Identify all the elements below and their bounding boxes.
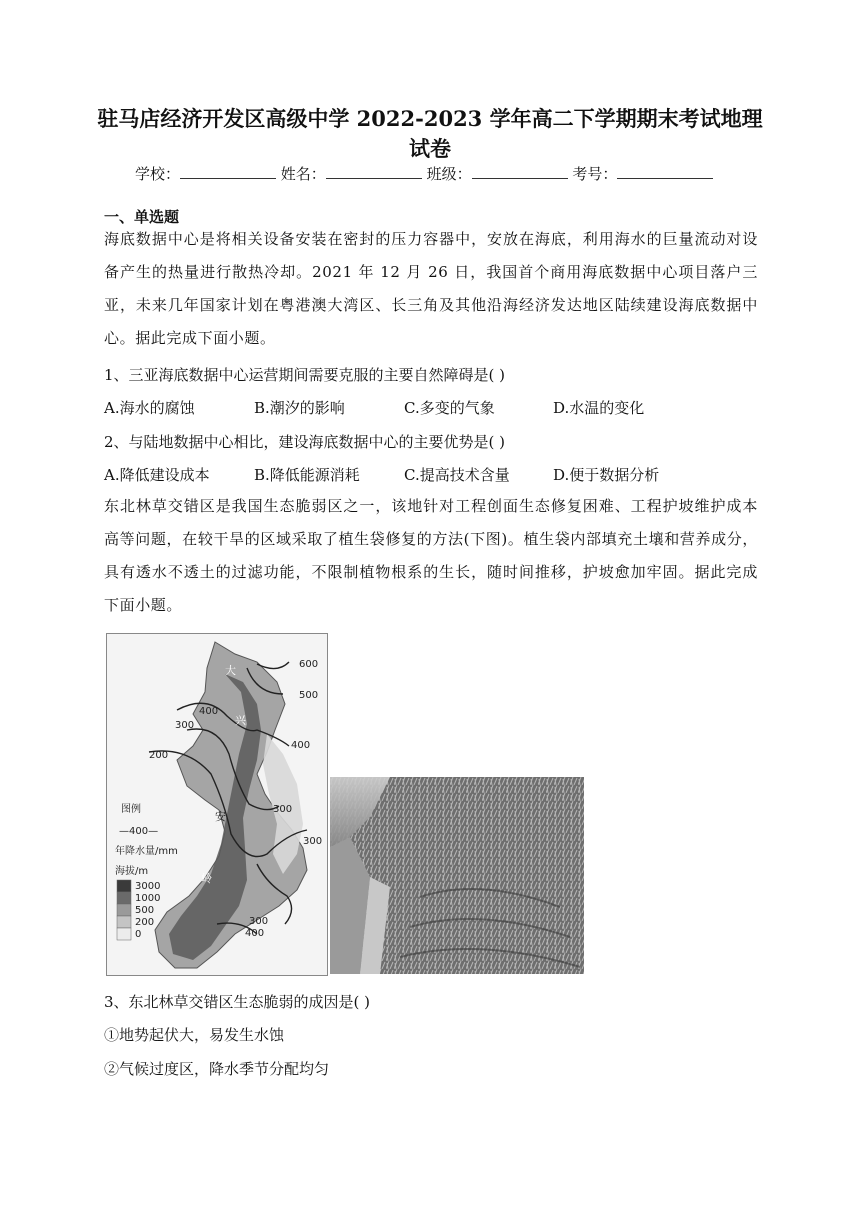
vegetation-bag-slope-photo: [330, 777, 584, 974]
section-heading: 一、单选题: [104, 208, 180, 226]
isoline-label-200: 200: [149, 750, 169, 761]
map-drawing: [107, 634, 327, 975]
legend-isoline-symbol: —400—: [119, 826, 159, 837]
q1-option-c: C.多变的气象: [404, 399, 495, 417]
legend-swatch-200: [117, 916, 131, 928]
legend-value-3000: 3000: [135, 881, 161, 892]
isoline-label-300-mid: 300: [273, 804, 293, 815]
legend-value-500: 500: [135, 905, 155, 916]
legend-value-0: 0: [135, 929, 142, 940]
legend-swatch-3000: [117, 880, 131, 892]
number-label: 考号：: [572, 165, 618, 183]
isoline-label-500: 500: [299, 690, 319, 701]
legend-swatch-0: [117, 928, 131, 940]
q2-option-a: A.降低建设成本: [104, 466, 210, 484]
q3-item-1: ①地势起伏大，易发生水蚀: [104, 1026, 285, 1044]
document-title: 驻马店经济开发区高级中学 2022-2023 学年高二下学期期末考试地理: [97, 106, 763, 131]
place-char-xing: 兴: [235, 714, 246, 727]
q3-item-2: ②气候过度区，降水季节分配均匀: [104, 1060, 330, 1078]
document-title-line2: 试卷: [409, 136, 451, 161]
isoline-label-400-south: 400: [245, 928, 265, 939]
precipitation-elevation-map: [106, 633, 328, 976]
q1-option-b: B.潮汐的影响: [254, 399, 345, 417]
place-char-ling: 岭: [201, 872, 212, 885]
q2-option-d: D.便于数据分析: [553, 466, 660, 484]
legend-value-1000: 1000: [135, 893, 161, 904]
legend-elevation-label: 海拔/m: [115, 866, 149, 877]
legend-swatch-1000: [117, 892, 131, 904]
question-3-stem: 3、东北林草交错区生态脆弱的成因是( ): [104, 993, 371, 1011]
isoline-label-400-north: 400: [199, 706, 219, 717]
legend-title: 图例: [121, 804, 141, 815]
school-blank: [180, 164, 276, 179]
passage-2: 东北林草交错区是我国生态脆弱区之一，该地针对工程创面生态修复困难、工程护坡维护成本高等问题，在较干旱的区域采取了植生袋修复的方法(下图)。植生袋内部填充土壤和营养成分，具有透水不透土的过滤功能，不限制植物根系的生长，随时间推移，护坡愈加牢固。据此完成下面小题。: [104, 497, 758, 614]
legend-isoline-label: 年降水量/mm: [115, 846, 178, 857]
question-1-stem: 1、三亚海底数据中心运营期间需要克服的主要自然障碍是( ): [104, 366, 506, 384]
isoline-label-600: 600: [299, 659, 319, 670]
place-char-da: 大: [225, 664, 236, 677]
question-2-stem: 2、与陆地数据中心相比，建设海底数据中心的主要优势是( ): [104, 433, 506, 451]
legend-value-200: 200: [135, 917, 155, 928]
q1-option-a: A.海水的腐蚀: [104, 399, 195, 417]
name-label: 姓名：: [280, 165, 326, 183]
name-blank: [326, 164, 422, 179]
legend-swatch-500: [117, 904, 131, 916]
photo-drawing: [330, 777, 584, 974]
passage-1: 海底数据中心是将相关设备安装在密封的压力容器中，安放在海底，利用海水的巨量流动对设备产生的热量进行散热冷却。2021 年 12 月 26 日，我国首个商用海底数据中心项目落户三亚，未来几年国家计划在粤港澳大湾区、长三角及其他沿海经济发达地区陆续建设海底数据中心。据此完成下面小题。: [104, 230, 758, 347]
q1-option-d: D.水温的变化: [553, 399, 645, 417]
class-blank: [472, 164, 568, 179]
isoline-label-300-east: 300: [303, 836, 323, 847]
isoline-label-400-east: 400: [291, 740, 311, 751]
number-blank: [617, 164, 713, 179]
student-info-line: [135, 163, 713, 184]
q2-option-c: C.提高技术含量: [404, 466, 510, 484]
place-char-an: 安: [215, 810, 226, 823]
isoline-label-300-west: 300: [175, 720, 195, 731]
class-label: 班级：: [426, 165, 472, 183]
school-label: 学校：: [135, 165, 181, 183]
q2-option-b: B.降低能源消耗: [254, 466, 360, 484]
isoline-label-300-south: 300: [249, 916, 269, 927]
